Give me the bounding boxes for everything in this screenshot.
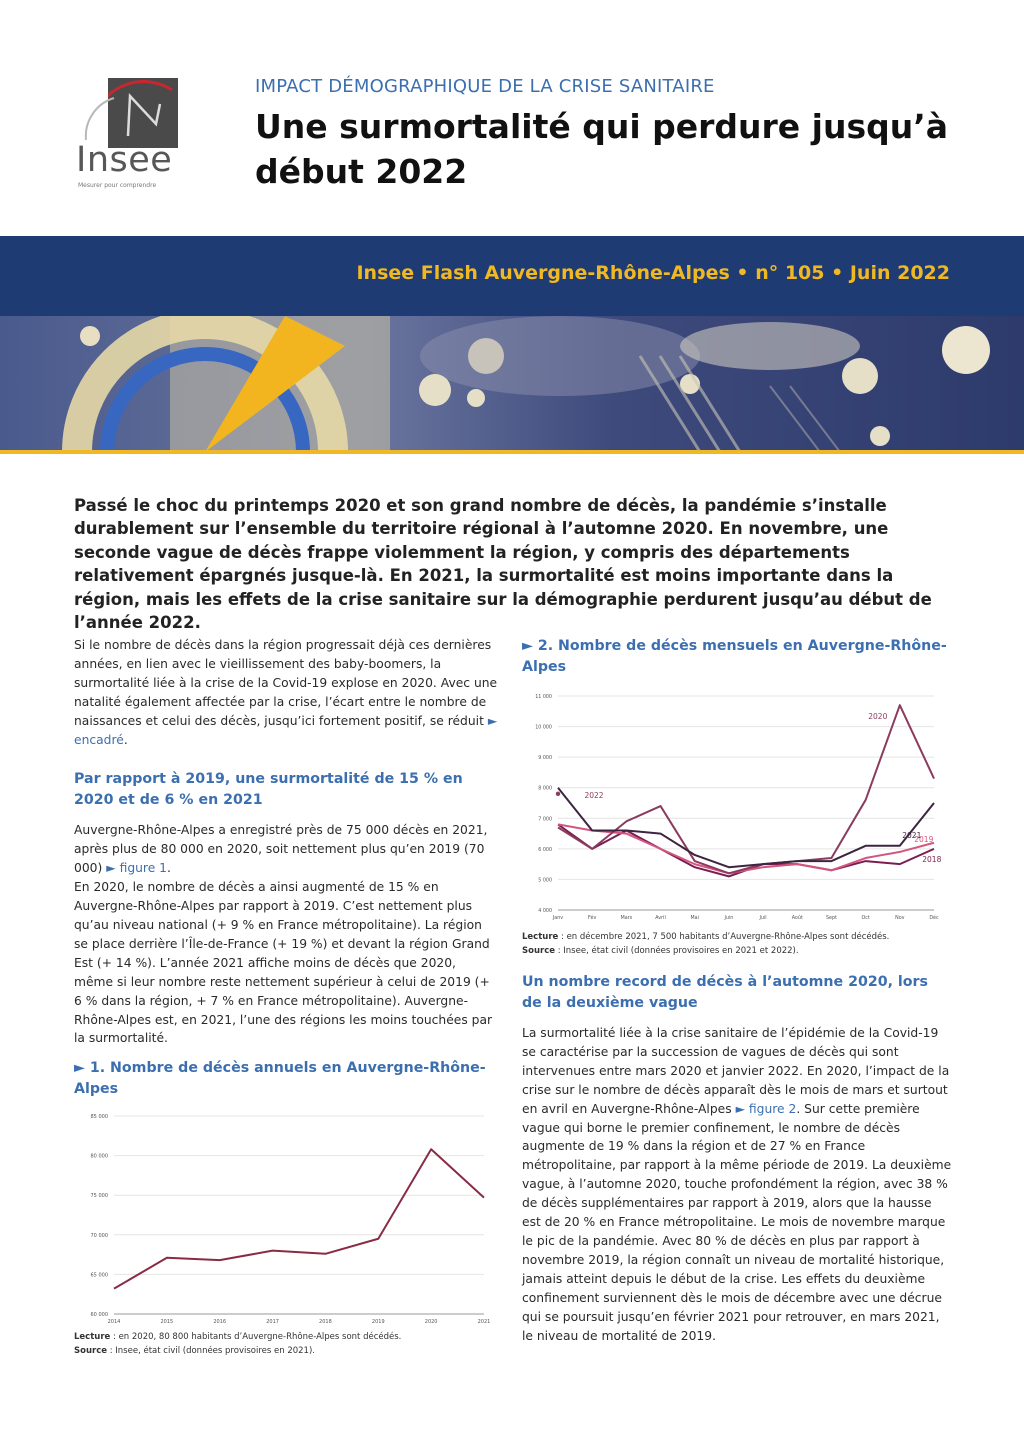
figure-1-source-text: : Insee, état civil (données provisoires en 2021). [107,1346,315,1357]
x-tick-label: 2017 [266,1319,279,1326]
y-tick-label: 60 000 [90,1312,108,1319]
series-line-values [114,1150,484,1289]
page-title: Une surmortalité qui perdure jusqu’à début 2022 [255,107,949,191]
figure-1-lecture [74,1330,498,1344]
figure-1-source-label: Source [74,1346,108,1357]
encadre-link[interactable]: ► encadré [74,713,498,747]
x-tick-label: Avril [655,916,666,921]
x-tick-label: Oct [861,916,870,921]
x-tick-label: Déc [929,916,939,921]
x-tick-label: Mars [620,916,633,921]
series-label-2020: 2020 [868,712,888,722]
series-point-2022 [556,792,560,796]
right-column [522,636,952,1345]
x-tick-label: 2020 [424,1319,438,1326]
insee-logo-arc [78,92,118,142]
x-tick-label: 2018 [319,1319,332,1326]
publication-reference: Insee Flash Auvergne-Rhône-Alpes • n° 105 • Juin 2022 [356,262,950,284]
body-paragraph-3 [522,1024,952,1345]
banner-rule [0,450,1024,454]
y-tick-label: 70 000 [90,1233,108,1240]
x-tick-label: Janv [552,916,564,921]
intro-text: Si le nombre de décès dans la région progressait déjà ces dernières années, en lien avec le vieillissement des baby-boomers, la surmortalité liée à la crise de la Covid-19 explose en 2020. Avec une natalité également affectée par la crise, l’écart entre le nombre de naissances et celui des décès, jusqu’ici fortement positif, se réduit [74,638,498,728]
y-tick-label: 11 000 [535,695,552,700]
insee-logo-mark [108,78,178,148]
figure-1-lecture-label: Lecture [74,1332,111,1343]
y-tick-label: 85 000 [90,1114,108,1121]
body-paragraph-2: En 2020, le nombre de décès a ainsi augmenté de 15 % en Auvergne-Rhône-Alpes par rapport à 2019. C’est nettement plus qu’au niveau national (+ 9 % en France métropolitaine). La région se place derrière l’Île-de-France (+ 19 %) et devant la région Grand Est (+ 14 %). L’année 2021 affiche moins de décès que 2020, même si leur nombre reste nettement supérieur à celui de 2019 (+ 6 % dans la région, + 7 % en France métropolitaine). Auvergne-Rhône-Alpes est, en 2021, l’une des régions les moins touchées par la surmortalité. [74,880,493,1046]
x-tick-label: 2015 [160,1319,174,1326]
section-title-surmortalite: Par rapport à 2019, une surmortalité de 15 % en 2020 et de 6 % en 2021 [74,771,463,809]
body-1-text: Auvergne-Rhône-Alpes a enregistré près de 75 000 décès en 2021, après plus de 80 000 en 2020, soit nettement plus qu’en 2019 (70 000) [74,823,488,876]
x-tick-label: Août [791,916,803,921]
insee-logo-tagline: Mesurer pour comprendre [78,182,157,189]
intro-paragraph: Si le nombre de décès dans la région progressait déjà ces dernières années, en lien avec le vieillissement des baby-boomers, la surmortalité liée à la crise de la Covid-19 explose en 2020. Avec une natalité également affectée par la crise, l’écart entre le nombre de naissances et celui des décès, jusqu’ici fortement positif, se réduit ► encadré. [74,638,498,747]
y-tick-label: 75 000 [90,1193,108,1200]
series-line-2020 [558,705,934,873]
figure-1-source [74,1344,498,1358]
y-tick-label: 80 000 [90,1153,108,1160]
x-tick-label: 2021 [477,1319,491,1326]
y-tick-label: 65 000 [90,1272,108,1279]
figure-2-lecture [522,930,952,944]
series-label-2018: 2018 [922,855,942,865]
y-tick-label: 9 000 [538,756,552,762]
body-3-text-a: La surmortalité liée à la crise sanitaire de l’épidémie de la Covid-19 se caractérise par la succession de vagues de décès qui sont intervenues entre mars 2020 et janvier 2022. En 2020, l’impact de la crise sur le nombre de décès apparaît dès le mois de mars et surtout en avril en Auvergne-Rhône-Alpes [522,1026,950,1116]
lead-paragraph: Passé le choc du printemps 2020 et son grand nombre de décès, la pandémie s’installe durablement sur l’ensemble du territoire régional à l’automne 2020. En novembre, une seconde vague de décès frappe violemment la région, y compris des départements relativement épargnés jusque-là. En 2021, la surmortalité est moins importante dans la région, mais les effets de la crise sanitaire sur la démographie perdurent jusqu’au début de l’année 2022. [74,496,932,633]
figure-2-chart [522,684,952,924]
y-tick-label: 8 000 [538,786,552,792]
figure-2-source [522,944,952,958]
kicker: IMPACT DÉMOGRAPHIQUE DE LA CRISE SANITAIRE [255,76,715,97]
y-tick-label: 6 000 [538,847,552,853]
x-tick-label: 2014 [107,1319,121,1326]
x-tick-label: Sept [825,916,837,921]
y-tick-label: 5 000 [538,878,552,884]
y-tick-label: 4 000 [538,909,552,914]
x-tick-label: Juin [724,916,734,921]
figure-1-title: ► 1. Nombre de décès annuels en Auvergne-Rhône-Alpes [74,1060,486,1098]
x-tick-label: Nov [895,916,905,921]
publication-band [0,236,1024,316]
figure-2-lecture-label: Lecture [522,932,559,942]
section-title-record: Un nombre record de décès à l’automne 2020, lors de la deuxième vague [522,974,928,1011]
series-label-2022: 2022 [584,790,604,800]
body-3-text-b: . Sur cette première vague qui borne le premier confinement, le nombre de décès augmente de 19 % dans la région et de 27 % en France métropolitaine, par rapport à la même période de 2019. La deuxième vague, à l’automne 2020, touche profondément la région, avec 38 % de décès supplémentaires par rapport à 2019, alors que la hausse est de 20 % en France métropolitaine. Le mois de novembre marque le pic de la pandémie. Avec 80 % de décès en plus par rapport à novembre 2019, la région connaît un niveau de mortalité historique, jamais atteint depuis le début de la crise. Les effets du deuxième confinement surviennent dès le mois de décembre avec une décrue qui se poursuit jusqu’en février 2021 pour retrouver, en mars 2021, le niveau de mortalité de 2019. [522,1101,952,1343]
figure-2-title: ► 2. Nombre de décès mensuels en Auvergne-Rhône-Alpes [522,638,947,675]
figure-1-chart [74,1106,498,1328]
left-column [74,636,498,1358]
x-tick-label: 2019 [371,1319,385,1326]
insee-logo-text: Insee [76,140,173,180]
figure-2-source-label: Source [522,946,556,956]
figure-2-link[interactable]: ► figure 2 [735,1101,797,1116]
series-label-2021: 2021 [902,830,922,840]
y-tick-label: 10 000 [535,725,552,731]
body-paragraph-1: Auvergne-Rhône-Alpes a enregistré près de 75 000 décès en 2021, après plus de 80 000 en 2020, soit nettement plus qu’en 2019 (70 000) ► figure 1. [74,823,488,876]
x-tick-label: Juil [759,916,767,921]
figure-1-lecture-text: : en 2020, 80 800 habitants d’Auvergne-Rhône-Alpes sont décédés. [110,1332,402,1343]
figure-2-source-text: : Insee, état civil (données provisoires en 2021 et 2022). [555,946,799,956]
series-label-2019: 2019 [914,834,934,844]
x-tick-label: Mai [690,916,699,921]
banner-illustration [0,316,1024,452]
insee-logo [74,78,184,190]
figure-1-link[interactable]: ► figure 1 [106,861,167,876]
y-tick-label: 7 000 [538,817,552,823]
x-tick-label: 2016 [213,1319,227,1326]
x-tick-label: Fév [588,916,597,921]
figure-2-lecture-text: : en décembre 2021, 7 500 habitants d’Auvergne-Rhône-Alpes sont décédés. [558,932,890,942]
